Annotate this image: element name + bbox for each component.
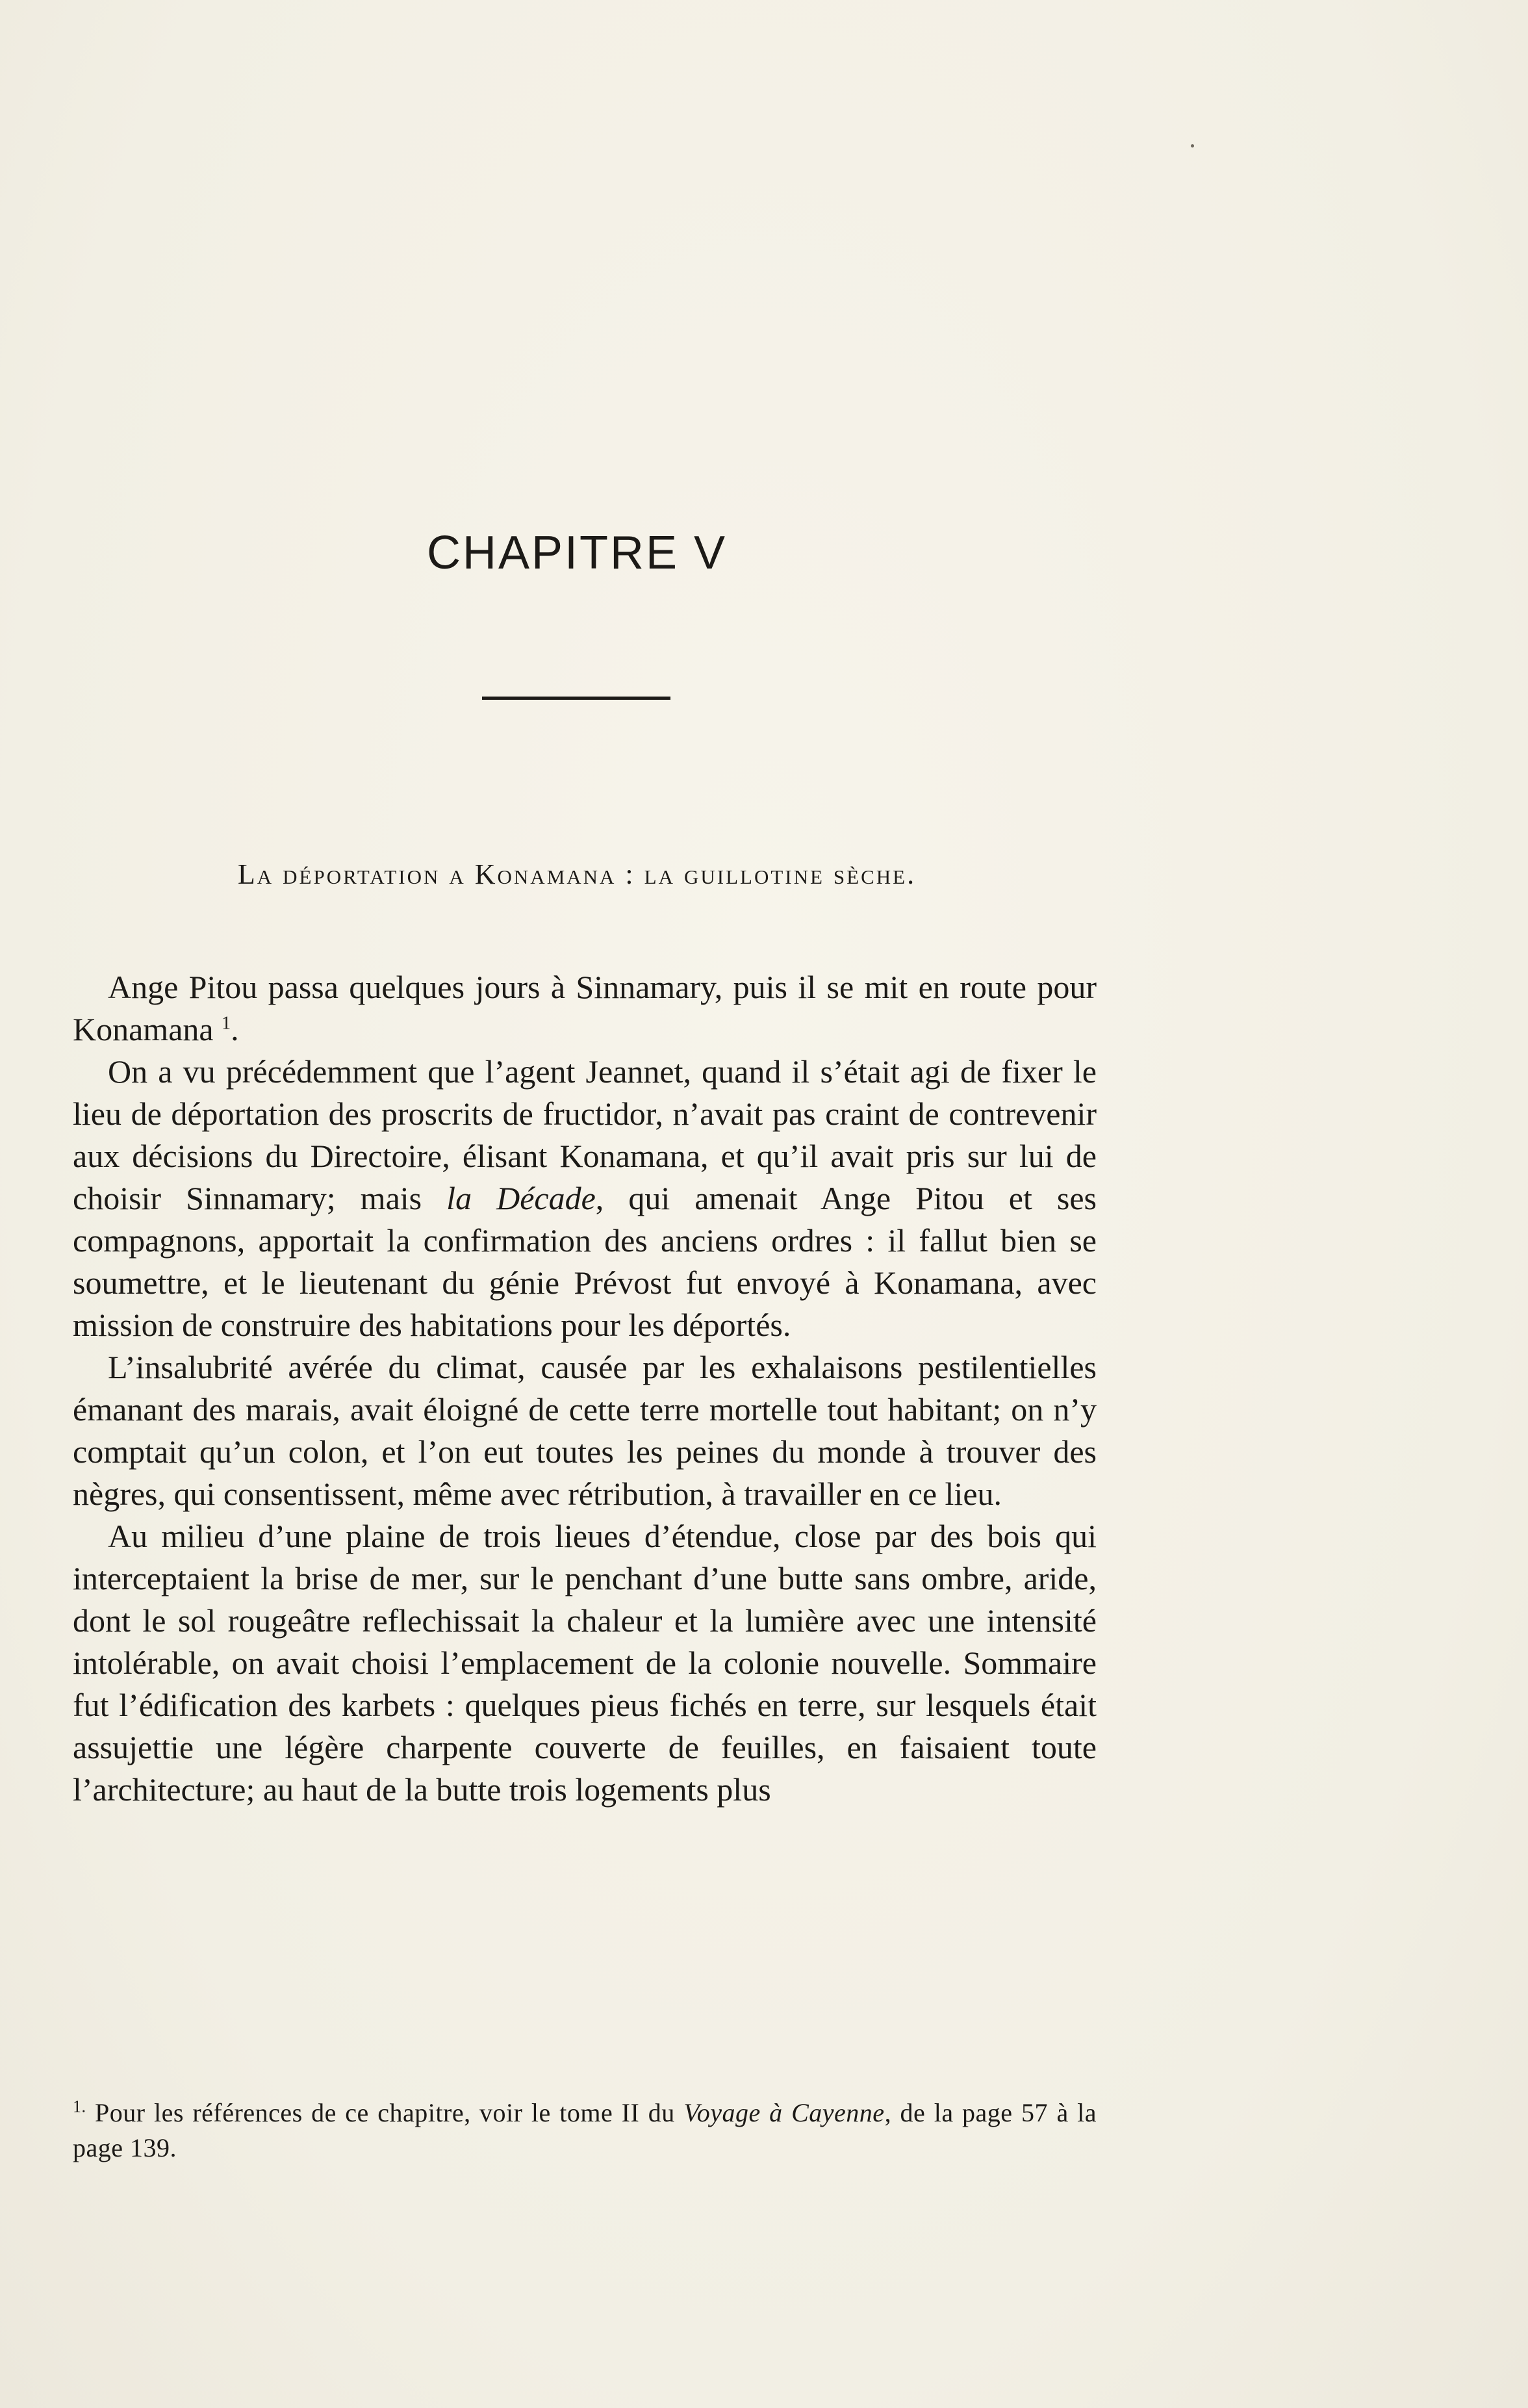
footnote-book-title: Voyage à Cayenne [683, 2098, 885, 2127]
ship-name: la Décade [446, 1180, 596, 1216]
paragraph-2 [73, 1051, 1097, 1346]
footnote [73, 2095, 1097, 2166]
paper-speck [1191, 144, 1194, 147]
body-text [73, 966, 1097, 1811]
paragraph-1-text: Ange Pitou passa quelques jours à Sinnamary, puis il se mit en route pour Konamana [73, 969, 1097, 1047]
footnote-number: 1. [73, 2097, 86, 2116]
footnote-ref: 1 [222, 1013, 231, 1034]
chapter-subtitle: La déportation a Konamana : la guillotine sèche. [237, 858, 917, 890]
paragraph-3: L’insalubrité avérée du climat, causée par les exhalaisons pestilentielles émanant des marais, avait éloigné de cette terre mortelle tout habitant; on n’y comptait qu’un colon, et l’on eut toutes les peines du monde à trouver des nègres, qui consentissent, même avec rétribution, à travailler en ce lieu. [73, 1349, 1097, 1512]
paragraph-2-end: , qui amenait Ange Pitou et ses compagnons, apportait la confirmation des anciens ordres : il fallut bien se soumettre, et le lieutenant du génie Prévost fut envoyé à Konamana, avec mission de construire des habitations pour les déportés. [73, 1180, 1097, 1343]
title-rule [482, 697, 670, 700]
paragraph-4: Au milieu d’une plaine de trois lieues d’étendue, close par des bois qui interceptaient la brise de mer, sur le penchant d’une butte sans ombre, aride, dont le sol rougeâtre reflechissait la chaleur et la lumière avec une intensité intolérable, on avait choisi l’emplacement de la colonie nouvelle. Sommaire fut l’édification des karbets : quelques pieus fichés en terre, sur lesquels était assujettie une légère charpente couverte de feuilles, en faisaient toute l’architecture; au haut de la butte trois logements plus [73, 1518, 1097, 1808]
chapter-title: CHAPITRE V [426, 527, 728, 579]
footnote-text: Pour les références de ce chapitre, voir le tome II du [94, 2098, 684, 2127]
paragraph-1 [73, 966, 1097, 1051]
paragraph-1-end: . [231, 1011, 239, 1047]
footnote-end: , de la page 57 à la page 139. [73, 2098, 1097, 2162]
paragraph-2-text: On a vu précédemment que l’agent Jeannet, quand il s’était agi de fixer le lieu de déportation des proscrits de fructidor, n’avait pas craint de contrevenir aux décisions du Directoire, élisant Konamana, et qu’il avait pris sur lui de choisir Sinnamary; mais [73, 1053, 1097, 1216]
